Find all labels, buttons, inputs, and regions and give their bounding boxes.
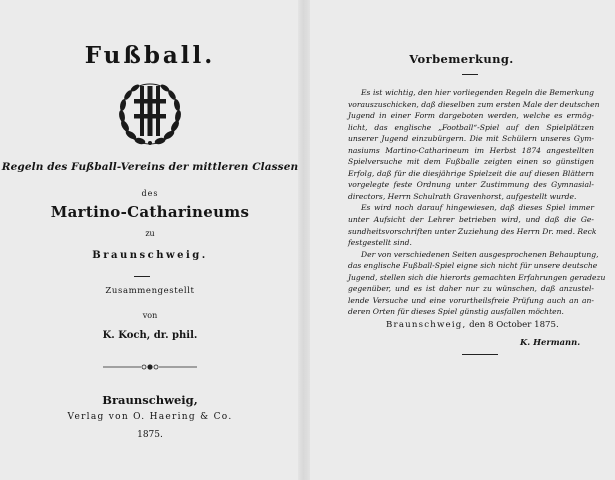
- subtitle: Regeln des Fußball-Vereins der mittleren Classen: [1, 161, 299, 173]
- text-line: Jugend in einer Form dargeboten werden, welche es ermög-: [348, 111, 594, 121]
- text-line: lende Versuche und eine vorurtheilsfreie Prüfung auch an an-: [348, 295, 594, 305]
- text-line: nasiums Martino-Catharineum im Herbst 1874 angestellten: [348, 145, 594, 155]
- von-text: von: [142, 311, 158, 320]
- text-line: deren Orten für dieses Spiel günstig ausfallen möchten.: [348, 307, 564, 317]
- text-line: Erfolg, daß für die diesjährige Spielzeit die auf diesen Blättern: [348, 168, 594, 178]
- zu-text: zu: [145, 229, 155, 238]
- preface-page: [308, 0, 615, 480]
- text-line: sundheitsvorschriften unter Zuziehung des Herrn Dr. med. Reck: [348, 226, 597, 236]
- dateline: [386, 320, 559, 330]
- text-line: vorgelegte feste Ordnung unter Zustimmung des Gymnasial-: [348, 180, 594, 190]
- end-rule: [462, 354, 498, 355]
- city-name: Braunschweig.: [92, 250, 208, 261]
- text-line: festgestellt sind.: [348, 238, 412, 248]
- title-page: [0, 0, 300, 480]
- text-line: directors, Herrn Schulrath Gravenhorst, aufgestellt wurde.: [348, 191, 577, 201]
- wreath-cross-emblem: [118, 78, 182, 146]
- author-name: K. Koch, dr. phil.: [102, 330, 198, 341]
- text-line: Jugend, stellen sich die hierorts gemachten Erfahrungen geradezu: [348, 272, 606, 282]
- preface-title: Vorbemerkung.: [409, 52, 514, 66]
- date-city: Braunschweig,: [386, 320, 467, 330]
- book-title: Fußball.: [84, 42, 216, 69]
- publication-year: 1875.: [137, 430, 163, 440]
- text-line: Es wird noch darauf hingewiesen, daß dieses Spiel immer: [361, 203, 594, 213]
- divider-ornament: [103, 362, 197, 372]
- short-rule: [134, 276, 150, 277]
- school-name: Martino-Catharineums: [50, 203, 250, 221]
- date-text: den 8 October 1875.: [469, 320, 559, 330]
- text-line: vorauszuschicken, daß dieselben zum ersten Male der deutschen: [348, 99, 600, 109]
- text-line: gegenüber, und es ist daher nur zu wünschen, daß anzustel-: [348, 284, 594, 294]
- title-rule: [462, 74, 478, 75]
- publication-city: Braunschweig,: [102, 393, 198, 407]
- text-line: unter Aufsicht der Lehrer betrieben wird, und daß die Ge-: [348, 215, 594, 225]
- compiled-text: Zusammengestellt: [105, 286, 195, 296]
- signer-name: K. Hermann.: [520, 337, 581, 347]
- text-line: Spielversuche mit dem Fußballe zeigten einen so günstigen: [348, 157, 594, 167]
- text-line: unserer Jugend einzubürgern. Die mit Schülern unseres Gym-: [348, 134, 594, 144]
- des-text: des: [141, 189, 159, 198]
- text-line: das englische Fußball-Spiel eigne sich nicht für unsere deutsche: [348, 261, 598, 271]
- text-line: Der von verschiedenen Seiten ausgesprochenen Behauptung,: [361, 249, 599, 259]
- publisher: Verlag von O. Haering & Co.: [67, 412, 233, 422]
- text-line: Es ist wichtig, den hier vorliegenden Regeln die Bemerkung: [361, 88, 594, 97]
- text-line: licht, das englische „Football“-Spiel auf den Spielplätzen: [348, 122, 594, 132]
- preface-text: [348, 87, 606, 318]
